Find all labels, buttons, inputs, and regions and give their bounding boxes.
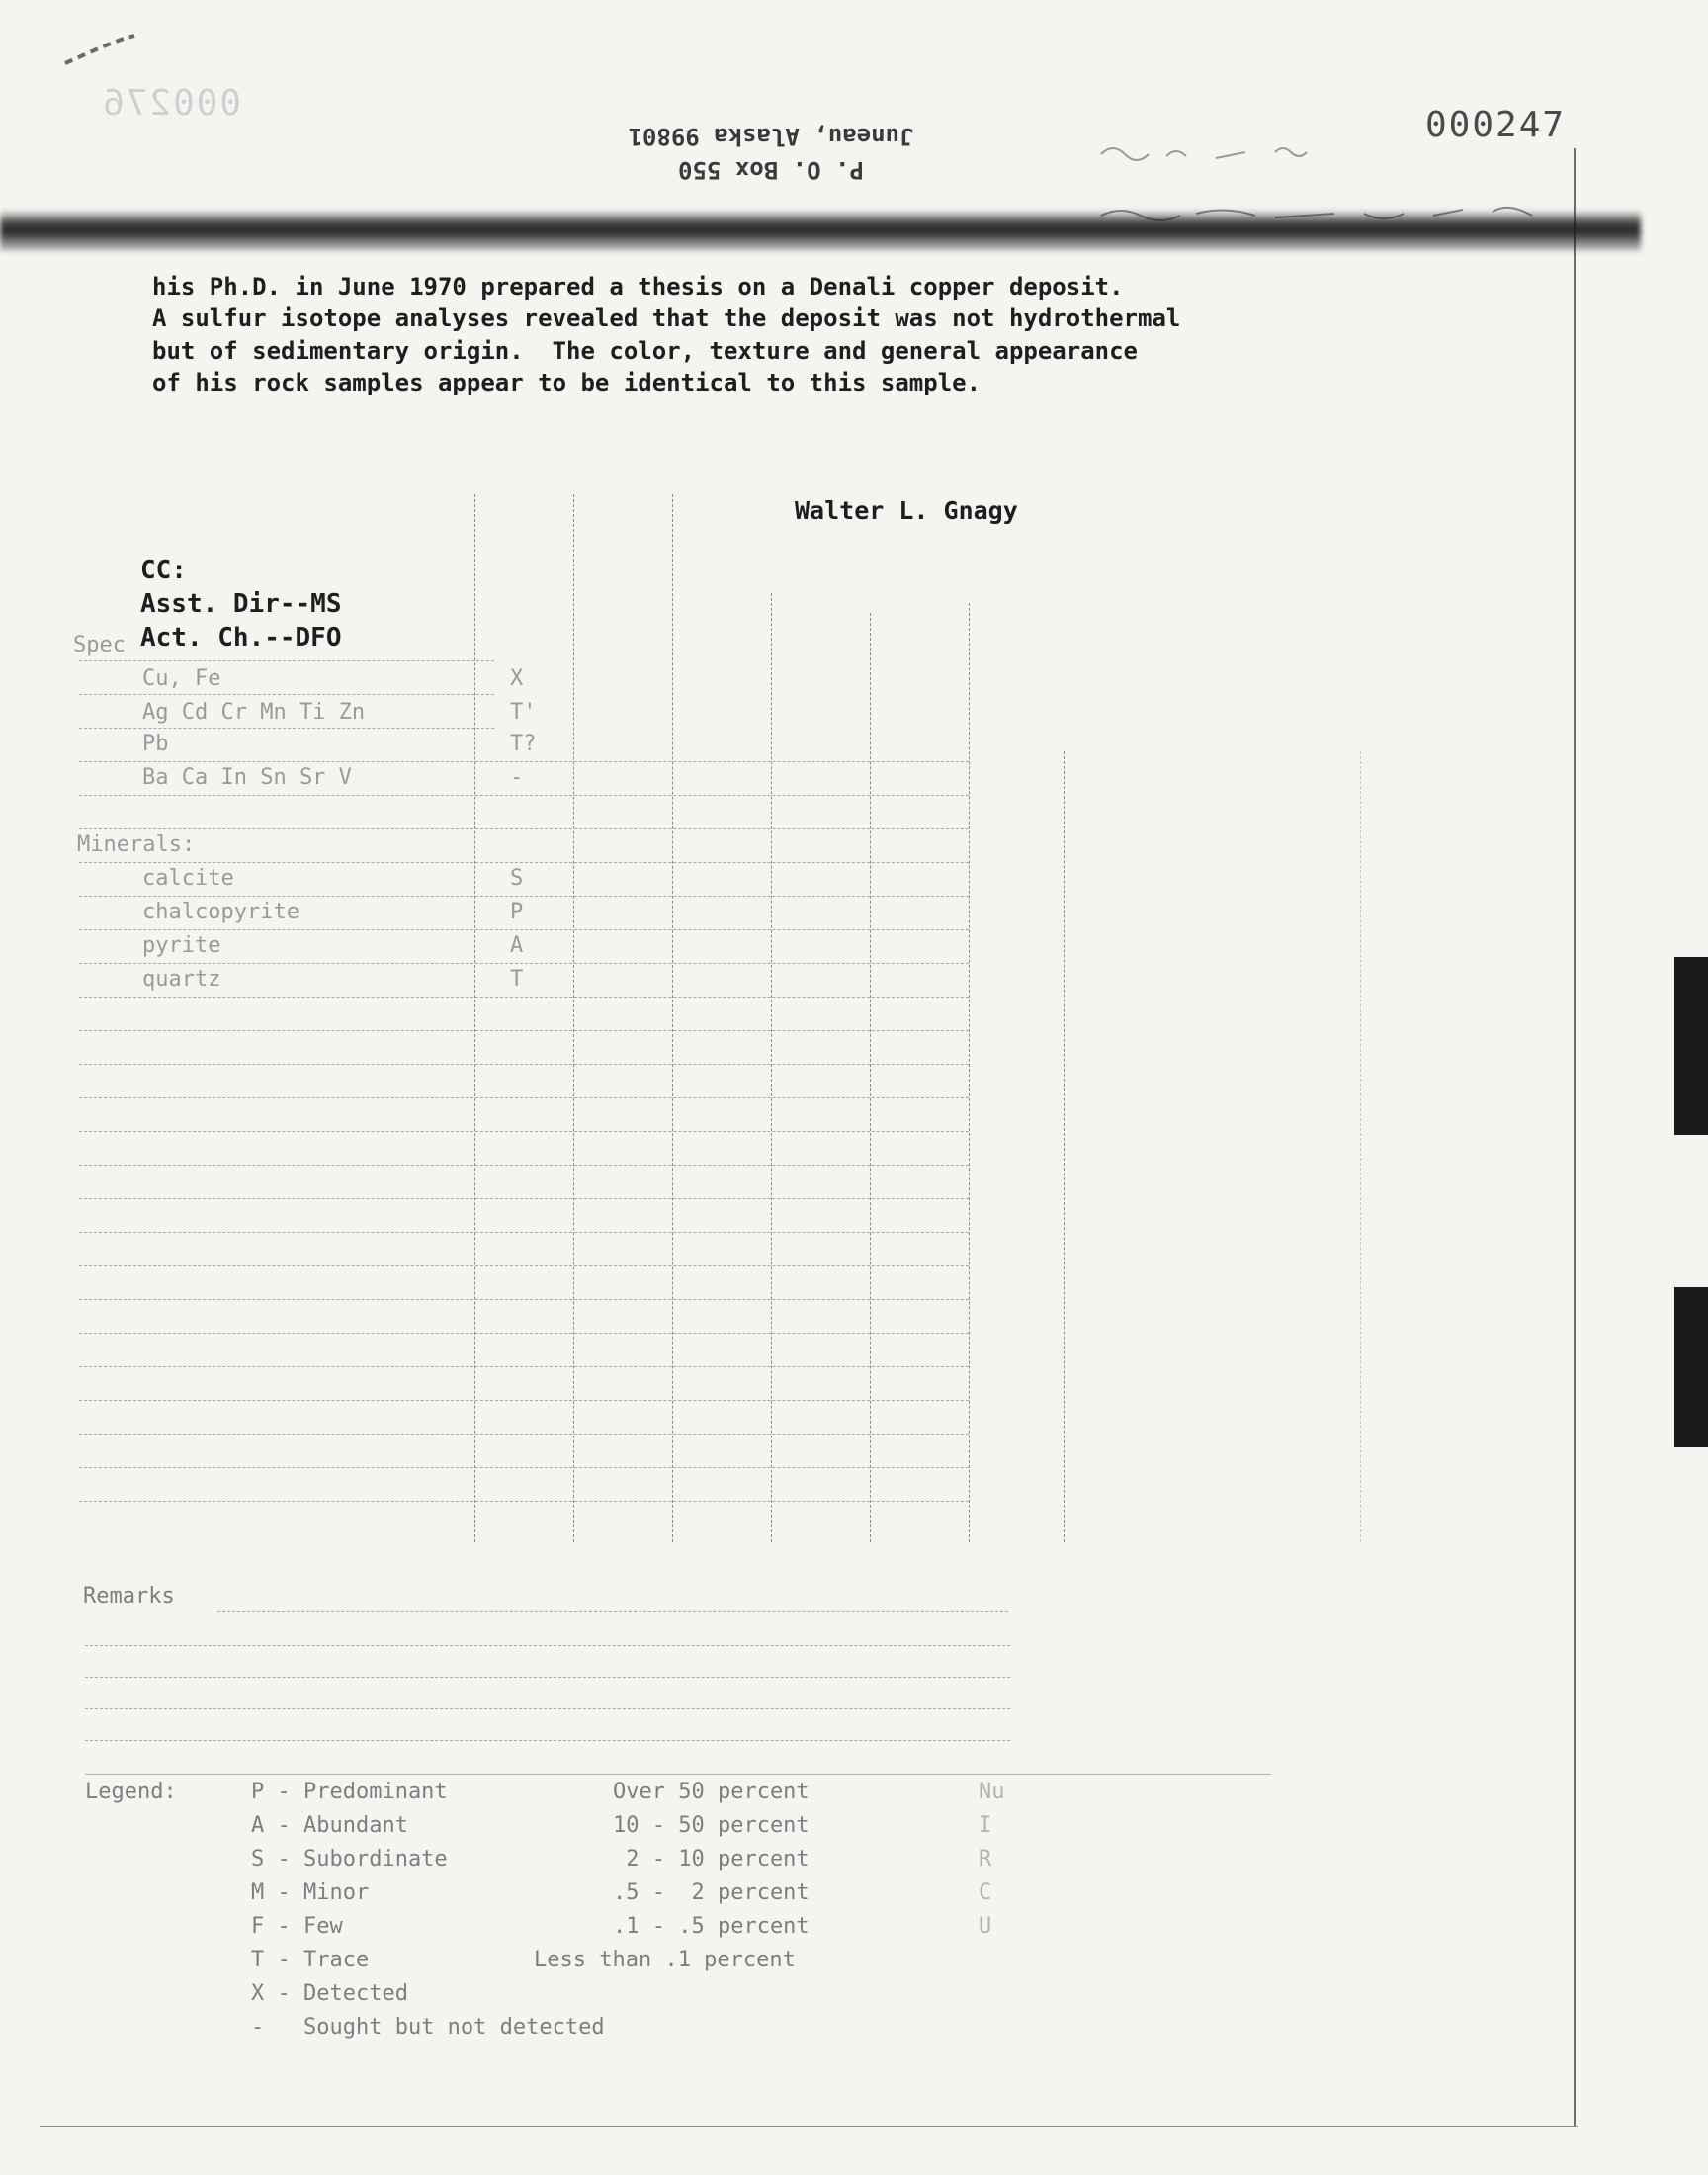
legend-right-col-5: U <box>979 1914 992 1939</box>
grid-row-line <box>79 997 969 998</box>
mineral-row-3-value: A <box>510 933 524 958</box>
grid-col-line-2 <box>573 494 574 1542</box>
grid-row-line <box>79 1198 969 1199</box>
legend-code: X - Detected <box>251 1981 408 2006</box>
specimen-label: Spec <box>73 633 126 657</box>
legend-code: F - Few <box>251 1914 343 1939</box>
mirrored-address-box: P. O. Box 550 <box>678 156 864 184</box>
paragraph-line-4: of his rock samples appear to be identical to this sample. <box>152 369 982 396</box>
grid-row-line <box>79 761 969 762</box>
grid-col-line-3 <box>672 494 673 1542</box>
remarks-line-2 <box>85 1645 1010 1646</box>
legend-code: P - Predominant <box>251 1780 448 1804</box>
paragraph-line-3: but of sedimentary origin. The color, texture and general appearance <box>152 337 1138 365</box>
legend-label: Legend: <box>85 1780 177 1804</box>
grid-row-line <box>79 1265 969 1266</box>
grid-row-line <box>79 1131 969 1132</box>
mineral-row-2-name: chalcopyrite <box>142 900 299 924</box>
paragraph-line-1: his Ph.D. in June 1970 prepared a thesis on a Denali copper deposit. <box>152 273 1124 301</box>
grid-row-line <box>79 1097 969 1098</box>
grid-row-line <box>79 795 969 796</box>
legend-code: A - Abundant <box>251 1813 408 1838</box>
grid-row-line <box>79 1299 969 1300</box>
spectro-row-3-value: T? <box>510 732 537 756</box>
legend-right-col-4: C <box>979 1880 992 1905</box>
legend-right-col-3: R <box>979 1847 992 1871</box>
mineral-row-4-value: T <box>510 967 524 992</box>
grid-col-line-7 <box>1064 751 1065 1542</box>
grid-col-line-6 <box>969 603 970 1542</box>
legend-range: 10 - 50 percent <box>613 1813 810 1838</box>
cc-line-1: Asst. Dir--MS <box>140 589 342 619</box>
grid-row-line <box>79 1064 969 1065</box>
legend-code: M - Minor <box>251 1880 370 1905</box>
grid-row-line <box>79 1434 969 1435</box>
photocopy-smear-band <box>0 210 1641 251</box>
grid-row-line <box>79 828 969 829</box>
binder-tab-lower <box>1674 1287 1708 1447</box>
grid-row-line <box>79 929 969 930</box>
spectro-row-1-elements: Cu, Fe <box>142 666 221 691</box>
grid-row-line <box>79 1232 969 1233</box>
grid-col-line-1 <box>474 494 475 1542</box>
signature-name: Walter L. Gnagy <box>795 496 1018 525</box>
remarks-line-5 <box>85 1740 1010 1741</box>
grid-row-line <box>79 1501 969 1502</box>
spectro-row-2-elements: Ag Cd Cr Mn Ti Zn <box>142 700 366 725</box>
remarks-label: Remarks <box>83 1584 175 1609</box>
mineral-row-1-name: calcite <box>142 866 234 891</box>
remarks-line-4 <box>85 1708 1010 1709</box>
remarks-line-3 <box>85 1677 1010 1678</box>
legend-separator <box>85 1774 1271 1775</box>
grid-row-line <box>79 1366 969 1367</box>
grid-col-line-4 <box>771 593 772 1542</box>
mineral-row-4-name: quartz <box>142 967 221 992</box>
mirrored-address-city: Juneau, Alaska 99801 <box>628 123 914 150</box>
spectro-row-4-value: - <box>510 765 524 790</box>
grid-row-line <box>79 660 494 661</box>
grid-col-line-5 <box>870 613 871 1542</box>
spectro-row-3-elements: Pb <box>142 732 169 756</box>
grid-row-line <box>79 694 494 695</box>
page-right-edge <box>1574 148 1576 2126</box>
legend-range: Less than .1 percent <box>534 1948 796 1972</box>
legend-range: .1 - .5 percent <box>613 1914 810 1939</box>
grid-col-line-8 <box>1360 751 1361 1542</box>
mineral-row-1-value: S <box>510 866 524 891</box>
legend-range: .5 - 2 percent <box>613 1880 810 1905</box>
document-number: 000247 <box>1425 105 1567 145</box>
grid-row-line <box>79 896 969 897</box>
grid-row-line <box>79 1333 969 1334</box>
handwritten-scribble <box>1097 134 1354 174</box>
legend-range: Over 50 percent <box>613 1780 810 1804</box>
faded-bleedthrough-number: 000276 <box>101 83 242 124</box>
grid-row-line <box>79 1400 969 1401</box>
legend-right-col-2: I <box>979 1813 992 1838</box>
legend-code: - Sought but not detected <box>251 2015 605 2040</box>
cc-line-2: Act. Ch.--DFO <box>140 623 342 652</box>
cc-label: CC: <box>140 556 187 585</box>
staple-mark <box>61 30 140 69</box>
mineral-row-2-value: P <box>510 900 524 924</box>
legend-right-col-1: Nu <box>979 1780 1005 1804</box>
mineral-row-3-name: pyrite <box>142 933 221 958</box>
grid-row-line <box>79 862 969 863</box>
grid-row-line <box>79 1467 969 1468</box>
paragraph-line-2: A sulfur isotope analyses revealed that the deposit was not hydrothermal <box>152 304 1181 332</box>
legend-range: 2 - 10 percent <box>613 1847 810 1871</box>
remarks-line-1 <box>217 1611 1008 1612</box>
page-bottom-edge <box>40 2126 1578 2127</box>
spectro-row-2-value: T' <box>510 700 537 725</box>
grid-row-line <box>79 1030 969 1031</box>
grid-row-line <box>79 1165 969 1166</box>
grid-row-line <box>79 963 969 964</box>
spectro-row-4-elements: Ba Ca In Sn Sr V <box>142 765 352 790</box>
legend-code: S - Subordinate <box>251 1847 448 1871</box>
minerals-label: Minerals: <box>77 832 196 857</box>
grid-row-line <box>79 728 494 729</box>
binder-tab-upper <box>1674 957 1708 1135</box>
legend-code: T - Trace <box>251 1948 370 1972</box>
spectro-row-1-value: X <box>510 666 524 691</box>
